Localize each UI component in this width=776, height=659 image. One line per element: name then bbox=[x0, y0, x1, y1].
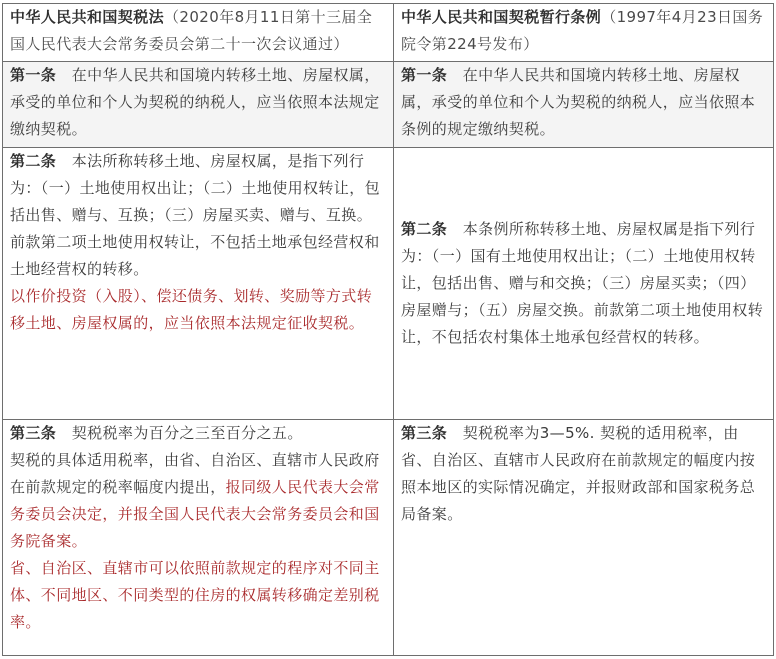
article-1-right bbox=[394, 62, 774, 148]
article-2-right-text: 本条例所称转移土地、房屋权属是指下列行为：（一）国有土地使用权出让；（二）土地使用权转让，包括出售、赠与和交换；（三）房屋买卖；（四）房屋赠与；（五）房屋交换。前款第二项土地使用权转让，不包括农村集体土地承包经营权的转移。 bbox=[401, 220, 764, 346]
header-row bbox=[3, 4, 774, 62]
header-right-note: （1997年4月23日国务院令第224号发布） bbox=[401, 8, 764, 53]
article-1-left bbox=[3, 62, 394, 148]
article-2-row bbox=[3, 148, 774, 420]
article-1-right-text: 在中华人民共和国境内转移土地、房屋权属，承受的单位和个人为契税的纳税人，应当依照本条例的规定缴纳契税。 bbox=[401, 66, 756, 138]
article-2-right bbox=[394, 148, 774, 420]
article-3-row bbox=[3, 420, 774, 656]
article-3-left-text: 契税税率为百分之三至百分之五。 bbox=[71, 424, 303, 442]
article-3-left-para2 bbox=[10, 447, 387, 555]
article-1-left-text: 在中华人民共和国境内转移土地、房屋权属，承受的单位和个人为契税的纳税人，应当依照本法规定缴纳契税。 bbox=[10, 66, 380, 138]
article-3-right bbox=[394, 420, 774, 656]
header-left-cell bbox=[3, 4, 394, 62]
article-3-left-para2-plain: 契税的具体适用税率，由省、自治区、直辖市人民政府在前款规定的税率幅度内提出， bbox=[10, 451, 380, 496]
article-1-row bbox=[3, 62, 774, 148]
article-1-left-label: 第一条 bbox=[10, 66, 57, 84]
article-2-left-label: 第二条 bbox=[10, 152, 57, 170]
article-3-left-para2-red: 报同级人民代表大会常务委员会决定，并报全国人民代表大会常务委员会和国务院备案。 bbox=[10, 478, 380, 550]
header-right-cell bbox=[394, 4, 774, 62]
article-2-left-red: 以作价投资（入股）、偿还债务、划转、奖励等方式转移土地、房屋权属的，应当依照本法规定征收契税。 bbox=[10, 287, 373, 332]
article-3-right-text: 契税税率为3—5%. 契税的适用税率，由省、自治区、直辖市人民政府在前款规定的幅度内按照本地区的实际情况确定，并报财政部和国家税务总局备案。 bbox=[401, 424, 756, 523]
article-3-right-label: 第三条 bbox=[401, 424, 448, 442]
article-3-left-red: 省、自治区、直辖市可以依照前款规定的程序对不同主体、不同地区、不同类型的住房的权属转移确定差别税率。 bbox=[10, 559, 380, 631]
header-right-title: 中华人民共和国契税暂行条例 bbox=[401, 8, 602, 26]
comparison-table bbox=[2, 3, 774, 656]
article-3-left-para1 bbox=[10, 420, 387, 447]
article-2-left-para1 bbox=[10, 148, 387, 229]
article-2-left-text: 本法所称转移土地、房屋权属，是指下列行为：（一）土地使用权出让；（二）土地使用权转让，包括出售、赠与、互换；（三）房屋买卖、赠与、互换。 bbox=[10, 152, 381, 224]
article-2-left-para2: 前款第二项土地使用权转让，不包括土地承包经营权和土地经营权的转移。 bbox=[10, 233, 380, 278]
header-left-note: （2020年8月11日第十三届全国人民代表大会常务委员会第二十一次会议通过） bbox=[10, 8, 373, 53]
article-2-left bbox=[3, 148, 394, 420]
header-left-title: 中华人民共和国契税法 bbox=[10, 8, 165, 26]
article-3-left bbox=[3, 420, 394, 656]
article-1-right-label: 第一条 bbox=[401, 66, 448, 84]
article-3-left-label: 第三条 bbox=[10, 424, 57, 442]
article-2-right-label: 第二条 bbox=[401, 220, 448, 238]
